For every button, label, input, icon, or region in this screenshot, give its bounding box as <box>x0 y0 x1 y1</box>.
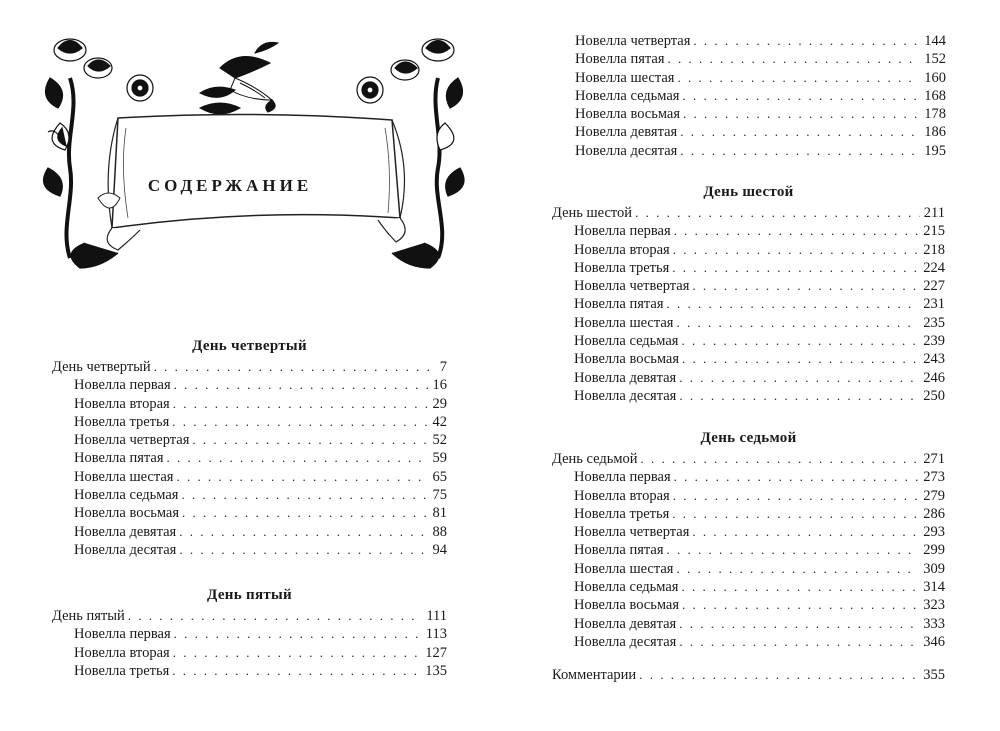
toc-entry-label: Новелла седьмая <box>574 333 679 350</box>
toc-entry[interactable] <box>52 486 447 504</box>
toc-entry[interactable] <box>552 204 945 222</box>
toc-entry-page-number: 178 <box>924 106 946 123</box>
dot-leader <box>693 32 920 50</box>
dot-leader <box>682 87 920 105</box>
toc-entry-label: Новелла вторая <box>74 395 170 412</box>
toc-entry[interactable] <box>52 395 447 413</box>
toc-entry-label: Новелла пятая <box>74 450 164 467</box>
toc-entry-page-number: 195 <box>924 142 946 159</box>
toc-entry-page-number: 246 <box>923 369 945 386</box>
section-heading: День седьмой <box>700 430 797 446</box>
toc-entry-label: Новелла девятая <box>574 369 677 386</box>
toc-entry-page-number: 293 <box>923 524 945 541</box>
toc-entry-label: Новелла шестая <box>574 560 674 577</box>
toc-entry-page-number: 243 <box>923 351 945 368</box>
toc-entry[interactable] <box>553 32 946 50</box>
toc-entry[interactable] <box>52 662 447 680</box>
toc-entry[interactable] <box>552 596 945 614</box>
toc-entry-page-number: 215 <box>923 223 945 240</box>
toc-entry[interactable] <box>552 505 945 523</box>
dot-leader <box>172 413 428 431</box>
toc-entry-page-number: 75 <box>432 487 447 504</box>
toc-entry-page-number: 88 <box>432 523 447 540</box>
toc-entry[interactable] <box>52 523 447 541</box>
dot-leader <box>692 277 919 295</box>
toc-entry-page-number: 81 <box>432 505 447 522</box>
toc-entry[interactable] <box>552 633 945 651</box>
toc-entry-label: Новелла пятая <box>575 51 665 68</box>
toc-entry-label: Новелла десятая <box>74 541 177 558</box>
dot-leader <box>639 666 919 684</box>
toc-entry[interactable] <box>552 222 945 240</box>
toc-entry[interactable] <box>52 504 447 522</box>
dot-leader <box>128 607 423 625</box>
dot-leader <box>679 387 919 405</box>
toc-entry-label: День пятый <box>52 608 125 624</box>
toc-entry-label: Новелла третья <box>74 413 170 430</box>
dot-leader <box>173 395 429 413</box>
section-comments <box>552 666 945 684</box>
toc-entry-page-number: 94 <box>432 541 447 558</box>
toc-entry-page-number: 227 <box>923 278 945 295</box>
dot-leader <box>192 431 428 449</box>
toc-entry-label: Новелла четвертая <box>575 33 691 49</box>
toc-entry-page-number: 211 <box>923 205 945 221</box>
toc-entry[interactable] <box>52 358 447 376</box>
toc-entry-label: Новелла четвертая <box>74 432 190 449</box>
toc-list <box>553 32 946 160</box>
toc-entry[interactable] <box>52 449 447 467</box>
section-heading: День четвертый <box>192 338 307 354</box>
toc-entry[interactable] <box>552 277 945 295</box>
section-day-7 <box>552 426 945 651</box>
toc-entry-page-number: 314 <box>923 579 945 596</box>
toc-entry[interactable] <box>552 259 945 277</box>
toc-entry-page-number: 299 <box>923 542 945 559</box>
toc-entry[interactable] <box>553 123 946 141</box>
dot-leader <box>667 295 920 313</box>
toc-entry[interactable] <box>552 560 945 578</box>
toc-entry-label: Новелла первая <box>74 377 171 394</box>
dot-leader <box>679 633 919 651</box>
toc-list <box>52 607 447 680</box>
toc-entry[interactable] <box>553 105 946 123</box>
toc-entry-label: Новелла восьмая <box>574 597 680 614</box>
toc-entry[interactable] <box>52 541 447 559</box>
section-day-5-continued <box>553 32 946 160</box>
toc-entry-label: Новелла третья <box>74 662 170 679</box>
dot-leader <box>681 332 919 350</box>
toc-entry[interactable] <box>52 413 447 431</box>
toc-entry-label: Новелла четвертая <box>574 524 690 541</box>
toc-entry[interactable] <box>552 468 945 486</box>
toc-entry-page-number: 29 <box>432 395 447 412</box>
toc-entry-label: Новелла шестая <box>74 468 174 485</box>
toc-entry-page-number: 186 <box>924 124 946 141</box>
toc-entry-label: День четвертый <box>52 359 151 375</box>
toc-entry-page-number: 250 <box>923 387 945 404</box>
dot-leader <box>173 644 422 662</box>
right-page <box>500 0 1000 731</box>
toc-entry[interactable] <box>52 376 447 394</box>
toc-entry-label: Новелла третья <box>574 505 670 522</box>
toc-entry-label: Новелла вторая <box>74 644 170 661</box>
toc-entry-label: Новелла первая <box>74 626 171 643</box>
section-heading: День шестой <box>703 184 794 200</box>
toc-entry-label: Новелла четвертая <box>574 278 690 295</box>
dot-leader <box>682 596 919 614</box>
dot-leader <box>673 487 920 505</box>
dot-leader <box>172 662 421 680</box>
toc-entry-label: Новелла десятая <box>574 633 677 650</box>
toc-entry-page-number: 7 <box>439 359 447 375</box>
dot-leader <box>176 468 428 486</box>
dot-leader <box>673 241 920 259</box>
toc-entry-page-number: 346 <box>923 633 945 650</box>
page-title: СОДЕРЖАНИЕ <box>147 176 313 195</box>
toc-entry-label: Новелла первая <box>574 469 671 486</box>
toc-list <box>552 204 945 405</box>
toc-entry[interactable] <box>552 314 945 332</box>
dot-leader <box>674 222 920 240</box>
dot-leader <box>683 105 920 123</box>
toc-entry-page-number: 218 <box>923 241 945 258</box>
toc-entry-page-number: 16 <box>432 377 447 394</box>
toc-entry-label: Комментарии <box>552 667 637 683</box>
toc-entry[interactable] <box>52 431 447 449</box>
dot-leader <box>641 450 920 468</box>
dot-leader <box>692 523 919 541</box>
dot-leader <box>682 350 919 368</box>
toc-entry[interactable] <box>552 523 945 541</box>
toc-entry-label: День шестой <box>552 205 633 221</box>
toc-entry[interactable] <box>552 332 945 350</box>
toc-entry-page-number: 309 <box>923 560 945 577</box>
scroll-banner-ornament <box>40 28 470 278</box>
section-day-4 <box>52 334 447 559</box>
dot-leader <box>154 358 436 376</box>
toc-entry[interactable] <box>552 369 945 387</box>
toc-entry-label: День седьмой <box>552 451 638 467</box>
dot-leader <box>174 376 429 394</box>
toc-entry-label: Новелла пятая <box>574 542 664 559</box>
toc-entry-label: Новелла первая <box>574 223 671 240</box>
dot-leader <box>181 486 428 504</box>
toc-entry[interactable] <box>552 666 945 684</box>
dot-leader <box>635 204 920 222</box>
dot-leader <box>179 523 428 541</box>
toc-entry[interactable] <box>553 87 946 105</box>
toc-entry-page-number: 279 <box>923 487 945 504</box>
toc-entry-page-number: 224 <box>923 259 945 276</box>
toc-entry[interactable] <box>552 450 945 468</box>
toc-entry-label: Новелла десятая <box>575 142 678 159</box>
toc-entry-page-number: 42 <box>432 413 447 430</box>
toc-entry[interactable] <box>552 350 945 368</box>
toc-entry-label: Новелла восьмая <box>575 106 681 123</box>
toc-entry[interactable] <box>553 142 946 160</box>
toc-entry-page-number: 235 <box>923 314 945 331</box>
section-heading: День пятый <box>207 587 292 603</box>
toc-entry[interactable] <box>552 295 945 313</box>
toc-entry-label: Новелла третья <box>574 259 670 276</box>
toc-entry[interactable] <box>552 487 945 505</box>
toc-list <box>552 666 945 684</box>
dot-leader <box>679 369 919 387</box>
dot-leader <box>672 505 919 523</box>
toc-entry-page-number: 231 <box>923 296 945 313</box>
dot-leader <box>179 541 428 559</box>
dot-leader <box>667 541 920 559</box>
toc-entry[interactable] <box>552 615 945 633</box>
dot-leader <box>174 625 422 643</box>
toc-entry-page-number: 113 <box>425 626 447 643</box>
toc-entry-label: Новелла шестая <box>574 314 674 331</box>
dot-leader <box>674 468 920 486</box>
toc-entry[interactable] <box>553 69 946 87</box>
toc-entry-page-number: 152 <box>924 51 946 68</box>
toc-entry-page-number: 323 <box>923 597 945 614</box>
toc-entry-page-number: 286 <box>923 505 945 522</box>
toc-entry-label: Новелла девятая <box>74 523 177 540</box>
toc-entry[interactable] <box>552 387 945 405</box>
toc-entry-label: Новелла седьмая <box>575 87 680 104</box>
dot-leader <box>668 50 921 68</box>
toc-entry-label: Новелла пятая <box>574 296 664 313</box>
dot-leader <box>677 69 920 87</box>
toc-list <box>52 358 447 559</box>
toc-entry-label: Новелла восьмая <box>574 351 680 368</box>
toc-entry-page-number: 135 <box>425 662 447 679</box>
dot-leader <box>676 560 919 578</box>
toc-entry[interactable] <box>552 541 945 559</box>
section-day-6 <box>552 180 945 405</box>
toc-entry-label: Новелла шестая <box>575 69 675 86</box>
dot-leader <box>680 142 920 160</box>
toc-entry-page-number: 168 <box>924 87 946 104</box>
toc-entry[interactable] <box>52 607 447 625</box>
dot-leader <box>680 123 920 141</box>
dot-leader <box>167 449 429 467</box>
toc-entry-page-number: 144 <box>924 33 946 49</box>
toc-entry-page-number: 127 <box>425 644 447 661</box>
toc-entry-page-number: 111 <box>426 608 447 624</box>
toc-entry[interactable] <box>52 468 447 486</box>
dot-leader <box>676 314 919 332</box>
dot-leader <box>681 578 919 596</box>
toc-entry[interactable] <box>553 50 946 68</box>
dot-leader <box>679 615 919 633</box>
toc-entry[interactable] <box>552 241 945 259</box>
toc-entry-label: Новелла седьмая <box>574 579 679 596</box>
toc-entry[interactable] <box>52 625 447 643</box>
toc-entry[interactable] <box>52 644 447 662</box>
toc-entry-page-number: 271 <box>923 451 945 467</box>
toc-entry-label: Новелла седьмая <box>74 487 179 504</box>
toc-entry-page-number: 59 <box>432 450 447 467</box>
toc-entry-label: Новелла вторая <box>574 487 670 504</box>
toc-entry-page-number: 239 <box>923 333 945 350</box>
toc-entry[interactable] <box>552 578 945 596</box>
toc-entry-label: Новелла девятая <box>574 615 677 632</box>
toc-entry-label: Новелла десятая <box>574 387 677 404</box>
toc-entry-page-number: 65 <box>432 468 447 485</box>
toc-entry-label: Новелла вторая <box>574 241 670 258</box>
toc-entry-label: Новелла восьмая <box>74 505 180 522</box>
toc-entry-page-number: 52 <box>432 432 447 449</box>
toc-entry-page-number: 273 <box>923 469 945 486</box>
toc-entry-page-number: 355 <box>923 667 945 683</box>
section-day-5 <box>52 583 447 680</box>
toc-list <box>552 450 945 651</box>
toc-entry-label: Новелла девятая <box>575 124 678 141</box>
toc-entry-page-number: 333 <box>923 615 945 632</box>
toc-entry-page-number: 160 <box>924 69 946 86</box>
dot-leader <box>672 259 919 277</box>
dot-leader <box>182 504 428 522</box>
